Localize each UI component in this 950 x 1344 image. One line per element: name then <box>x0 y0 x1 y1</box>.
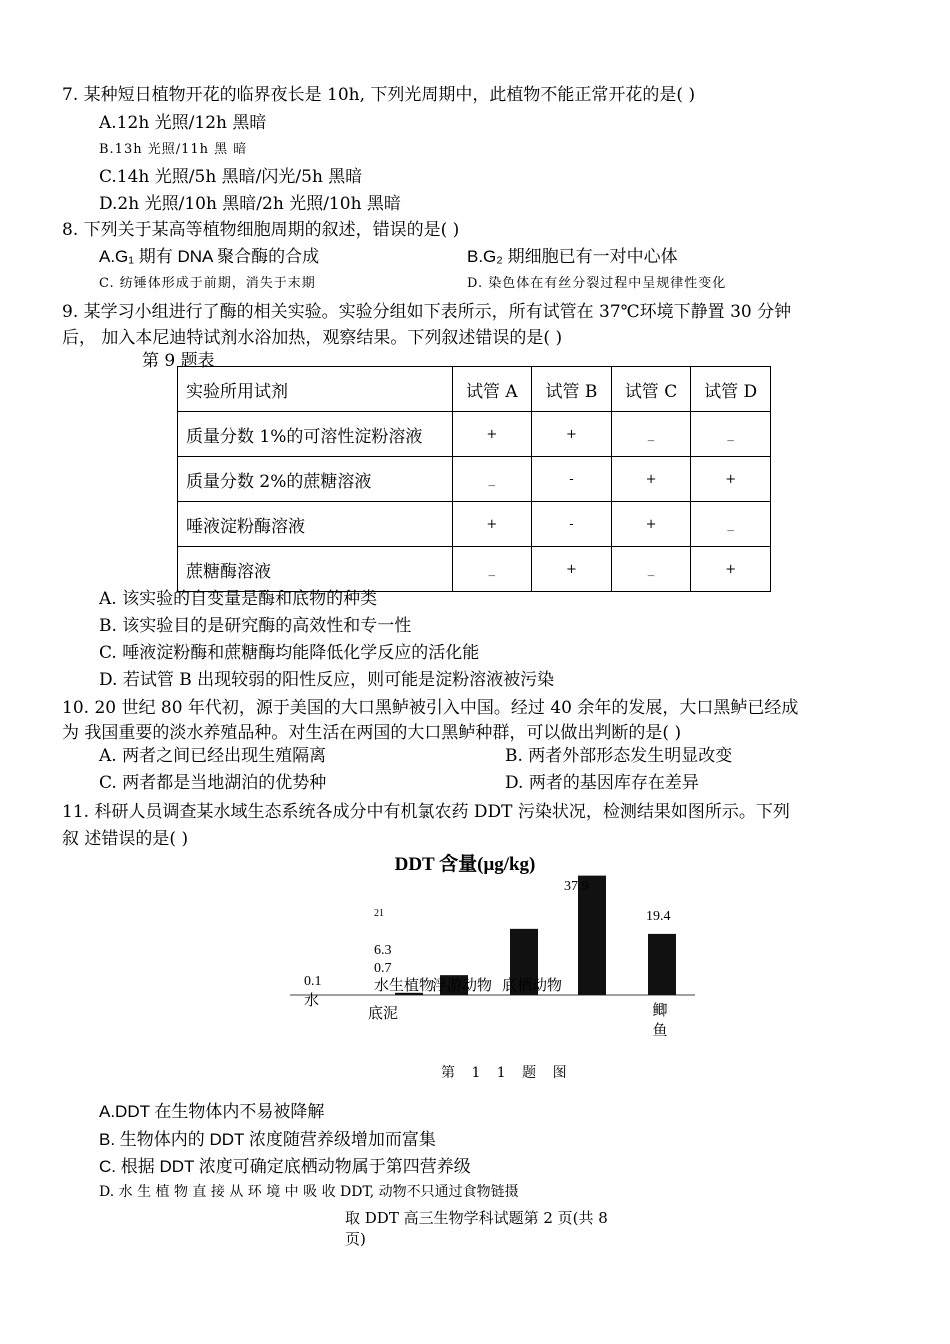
q10-option-c: C. 两者都是当地湖泊的优势种 <box>99 773 327 793</box>
table-cell: _ <box>611 547 691 592</box>
q8-option-b: B.G₂ 期细胞已有一对中心体 <box>467 247 678 266</box>
q9-stem-line2: 后， 加入本尼迪特试剂水浴加热，观察结果。下列叙述错误的是( ) <box>62 328 563 348</box>
category-label: 鱼 <box>652 1021 668 1039</box>
table-cell: - <box>532 502 612 547</box>
table-header: 试管 C <box>611 367 691 412</box>
q9-option-a: A. 该实验的自变量是酶和底物的种类 <box>99 589 378 609</box>
table-cell: + <box>532 547 612 592</box>
table-cell: + <box>611 457 691 502</box>
data-label: 19.4 <box>646 909 671 924</box>
q9-experiment-table <box>177 366 771 592</box>
bar <box>648 934 676 995</box>
chart-title: DDT 含量(μg/kg) <box>394 854 536 875</box>
data-label: 37.9 <box>564 879 589 894</box>
table-cell-reagent: 质量分数 1%的可溶性淀粉溶液 <box>178 412 453 457</box>
table-cell: + <box>452 502 532 547</box>
table-cell-reagent: 唾液淀粉酶溶液 <box>178 502 453 547</box>
q11-option-b: B. 生物体内的 DDT 浓度随营养级增加而富集 <box>99 1130 436 1149</box>
q7-stem: 7. 某种短日植物开花的临界夜长是 10h, 下列光周期中，此植物不能正常开花的是( ) <box>62 85 696 105</box>
q7-option-a: A.12h 光照/12h 黑暗 <box>99 113 267 133</box>
q9-option-b: B. 该实验目的是研究酶的高效性和专一性 <box>99 616 412 636</box>
table-cell-reagent: 质量分数 2%的蔗糖溶液 <box>178 457 453 502</box>
q8-option-c: C. 纺锤体形成于前期，消失于末期 <box>99 276 316 291</box>
table-cell: - <box>532 457 612 502</box>
table-row <box>178 457 771 502</box>
q8-option-a: A.G₁ 期有 DNA 聚合酶的合成 <box>99 247 320 266</box>
table-cell: _ <box>452 547 532 592</box>
data-label: 0.7 <box>374 961 392 976</box>
table-row <box>178 412 771 457</box>
q10-option-b: B. 两者外部形态发生明显改变 <box>505 746 733 766</box>
q11-option-a: A.DDT 在生物体内不易被降解 <box>99 1102 325 1121</box>
q10-stem-line1: 10. 20 世纪 80 年代初，源于美国的大口黑鲈被引入中国。经过 40 余年的发展，大口黑鲈已经成 <box>62 698 799 718</box>
table-header: 试管 B <box>532 367 612 412</box>
page-footer-line1: 取 DDT 高三生物学科试题第 2 页(共 8 <box>345 1209 608 1227</box>
q8-stem: 8. 下列关于某高等植物细胞周期的叙述，错误的是( ) <box>62 220 460 240</box>
table-cell: + <box>691 457 771 502</box>
q9-table-caption: 第 9 题表 <box>142 351 215 371</box>
category-label: 水生植物 <box>374 976 435 994</box>
q9-stem-line1: 9. 某学习小组进行了酶的相关实验。实验分组如下表所示，所有试管在 37℃环境下静置 30 分钟 <box>62 302 792 322</box>
category-label: 底栖动物 <box>502 976 563 994</box>
q10-option-d: D. 两者的基因库存在差异 <box>505 773 699 793</box>
table-cell: + <box>691 547 771 592</box>
table-header: 试管 D <box>691 367 771 412</box>
q11-option-c: C. 根据 DDT 浓度可确定底栖动物属于第四营养级 <box>99 1157 471 1176</box>
q11-stem-line1: 11. 科研人员调查某水域生态系统各成分中有机氯农药 DDT 污染状况，检测结果如图所示。下列 <box>62 802 790 822</box>
table-cell: + <box>532 412 612 457</box>
page-footer-line2: 页) <box>345 1230 366 1248</box>
table-cell: _ <box>691 502 771 547</box>
table-cell: + <box>452 412 532 457</box>
table-header: 试管 A <box>452 367 532 412</box>
table-cell: _ <box>691 412 771 457</box>
q8-option-d: D. 染色体在有丝分裂过程中呈规律性变化 <box>467 276 727 291</box>
ddt-bar-chart <box>290 848 710 1048</box>
q10-option-a: A. 两者之间已经出现生殖隔离 <box>99 746 327 766</box>
q11-figure-caption: 第 1 1 题 图 <box>441 1065 573 1081</box>
q11-stem-line2: 叙 述错误的是( ) <box>62 829 189 849</box>
q9-option-c: C. 唾液淀粉酶和蔗糖酶均能降低化学反应的活化能 <box>99 643 480 663</box>
data-label: 6.3 <box>374 943 392 958</box>
table-header-row <box>178 367 771 412</box>
table-row <box>178 502 771 547</box>
category-label: 浮游动物 <box>432 976 493 994</box>
category-label: 底泥 <box>368 1004 399 1022</box>
category-label: 鲫 <box>652 1001 668 1019</box>
q10-stem-line2: 为 我国重要的淡水养殖品种。对生活在两国的大口黑鲈种群，可以做出判断的是( ) <box>62 723 682 743</box>
q9-option-d: D. 若试管 B 出现较弱的阳性反应，则可能是淀粉溶液被污染 <box>99 670 555 690</box>
category-label: 水 <box>304 991 320 1009</box>
q7-option-b: B.13h 光照/11h 黑 暗 <box>99 142 248 157</box>
data-label: 21 <box>374 908 384 919</box>
data-label: 0.1 <box>304 974 322 989</box>
q7-option-d: D.2h 光照/10h 黑暗/2h 光照/10h 黑暗 <box>99 194 401 214</box>
table-cell-reagent: 蔗糖酶溶液 <box>178 547 453 592</box>
table-cell: + <box>611 502 691 547</box>
q11-option-d: D. 水 生 植 物 直 接 从 环 境 中 吸 收 DDT, 动物不只通过食物链摄 <box>99 1184 519 1200</box>
q7-option-c: C.14h 光照/5h 黑暗/闪光/5h 黑暗 <box>99 167 363 187</box>
table-cell: _ <box>611 412 691 457</box>
table-header: 实验所用试剂 <box>178 367 453 412</box>
table-cell: _ <box>452 457 532 502</box>
